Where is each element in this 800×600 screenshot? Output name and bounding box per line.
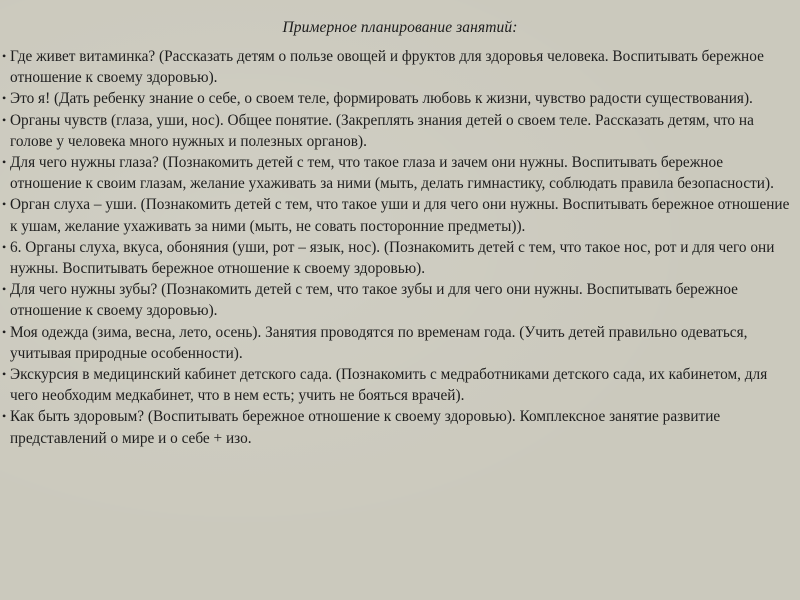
bullet-icon: • — [2, 409, 7, 424]
bullet-icon: • — [2, 155, 7, 170]
bullet-icon: • — [2, 49, 7, 63]
bullet-icon: • — [2, 197, 7, 212]
list-item — [2, 279, 792, 321]
list-item-text: 6. Органы слуха, вкуса, обоняния (уши, рот – язык, нос). (Познакомить детей с тем, что такое нос, рот и для чего они нужны. Воспитывать бережное отношение к своему здоровью). — [10, 238, 775, 278]
list-item-text: Где живет витаминка? (Рассказать детям о пользе овощей и фруктов для здоровья человека. Воспитывать бережное отношение к своему здоровью). — [10, 48, 764, 87]
list-item — [2, 152, 792, 194]
bullet-icon: • — [2, 282, 7, 297]
bullet-icon: • — [2, 324, 7, 339]
list-item — [2, 88, 792, 109]
bullet-icon: • — [2, 91, 7, 106]
bullet-icon: • — [2, 239, 7, 254]
list-item — [2, 237, 792, 279]
list-item-text: Это я! (Дать ребенку знание о себе, о своем теле, формировать любовь к жизни, чувство радости существования). — [10, 90, 753, 108]
bullet-icon: • — [2, 367, 7, 382]
list-item — [2, 322, 792, 364]
list-item-text: Орган слуха – уши. (Познакомить детей с тем, что такое уши и для чего они нужны. Воспитывать бережное отношение к ушам, желание ухаживать за ними (мыть, не совать посторонние предметы)). — [10, 196, 790, 235]
list-item — [2, 194, 792, 236]
list-item-text: Для чего нужны зубы? (Познакомить детей с тем, что такое зубы и для чего они нужны. Воспитывать бережное отношение к своему здоровью). — [10, 281, 738, 320]
lesson-plan-list — [2, 46, 792, 449]
slide-title: Примерное планирование занятий: — [282, 19, 518, 36]
list-item-text: Органы чувств (глаза, уши, нос). Общее понятие. (Закреплять знания детей о своем теле. Рассказать детям, что на голове у человека много нужных и полезных органов). — [10, 111, 754, 150]
list-item-text: Экскурсия в медицинский кабинет детского сада. (Познакомить с медработниками детского сада, их кабинетом, для чего необходим медкабинет, что в нем есть; учить не бояться врачей). — [10, 366, 768, 405]
bullet-icon: • — [2, 112, 7, 127]
list-item — [2, 364, 792, 406]
list-item-text: Моя одежда (зима, весна, лето, осень). Занятия проводятся по временам года. (Учить детей правильно одеваться, учитывая природные особенности). — [10, 323, 748, 362]
list-item — [2, 46, 792, 88]
list-item-text: Как быть здоровым? (Воспитывать бережное отношение к своему здоровью). Комплексное занятие развитие представлений о мире и о себе + изо. — [10, 408, 721, 447]
list-item-text: Для чего нужны глаза? (Познакомить детей с тем, что такое глаза и зачем они нужны. Воспитывать бережное отношение к своим глазам, желание ухаживать за ними (мыть, делать гимнастику, соблюдать правила безопасности). — [10, 154, 774, 193]
list-item — [2, 110, 792, 152]
list-item — [2, 406, 792, 448]
